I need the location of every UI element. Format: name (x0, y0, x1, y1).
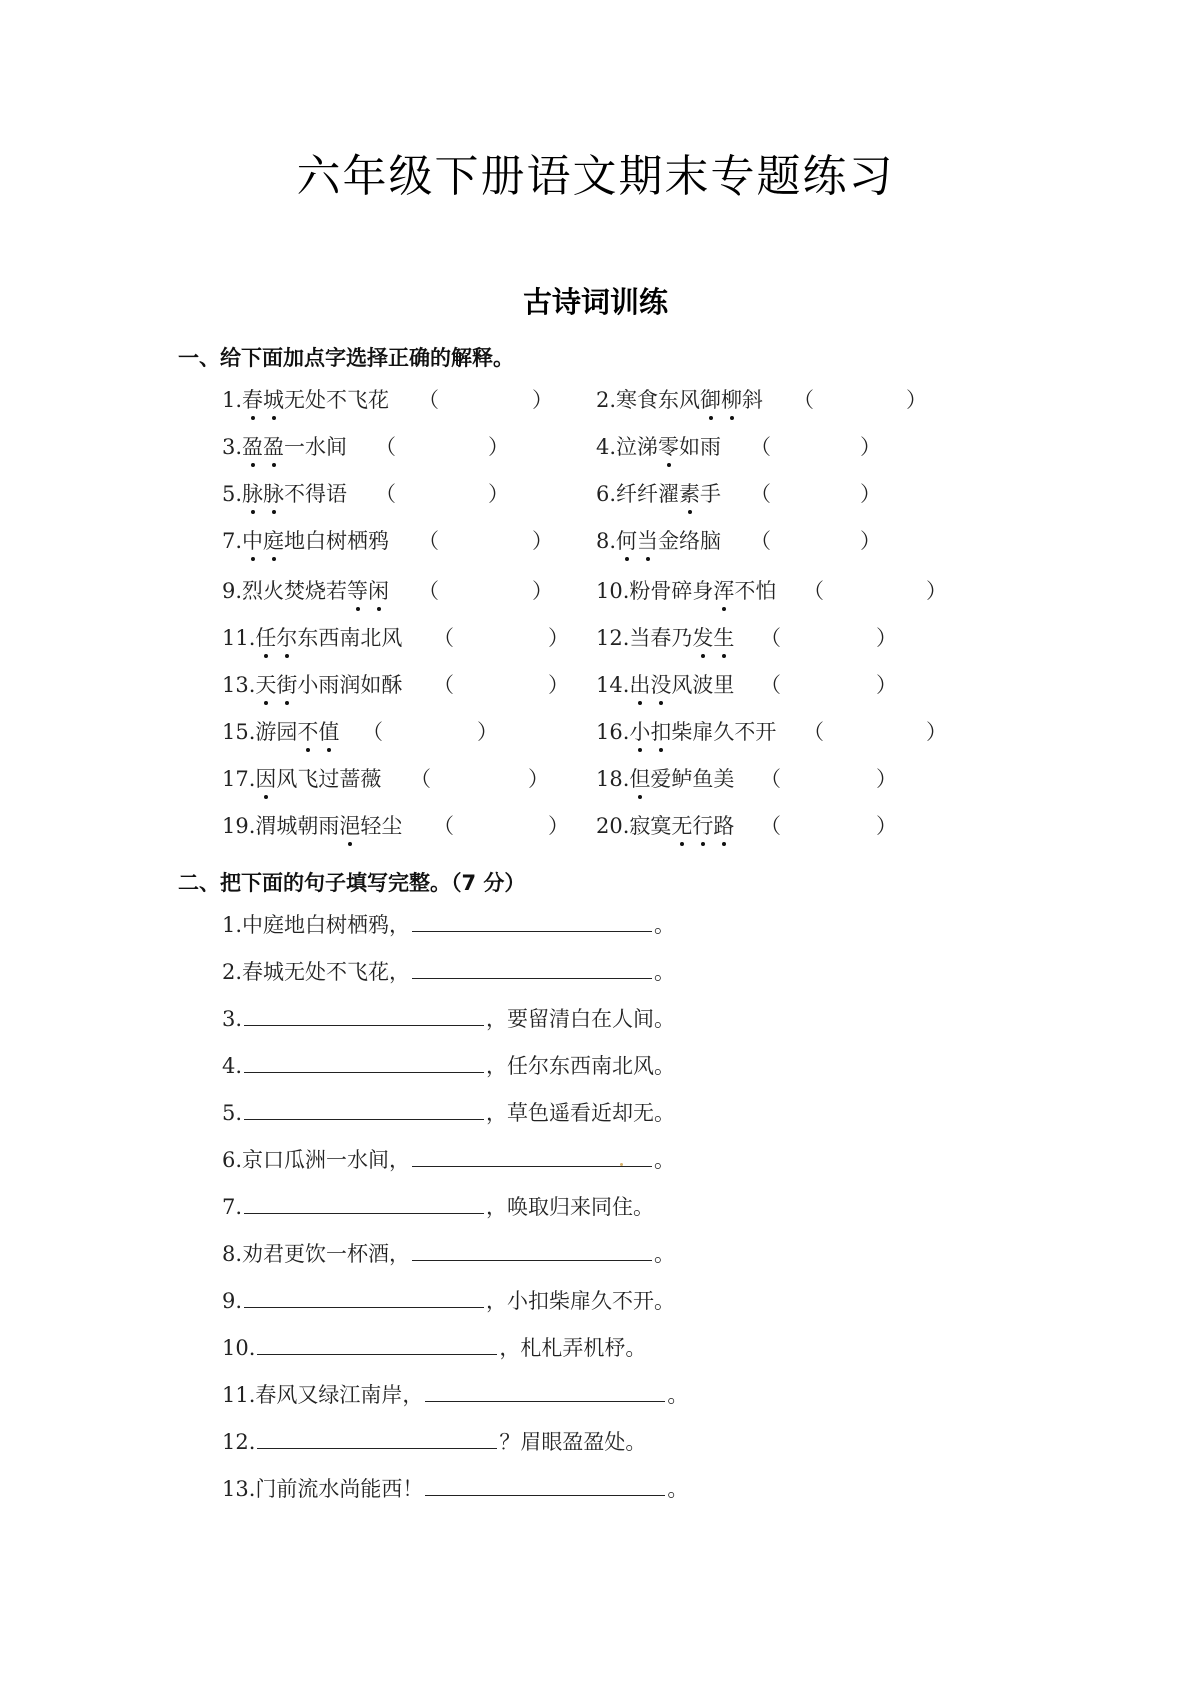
question-item (596, 765, 996, 793)
answer-blank-open-paren[interactable]: （ (760, 767, 781, 791)
character: 尘 (381, 814, 403, 838)
dotted-character: 街 (276, 673, 298, 697)
character: 鱼 (692, 767, 714, 791)
question-number: 2. (222, 960, 243, 984)
character: 酥 (381, 673, 403, 697)
question-item (596, 577, 996, 605)
character: 小 (297, 673, 319, 697)
fill-in-blank[interactable] (257, 1333, 497, 1355)
character: 雨 (318, 814, 340, 838)
character: 处 (305, 388, 327, 412)
given-line: 中庭地白树栖鸦， (242, 913, 411, 937)
answer-blank-close-paren: ） (876, 767, 897, 791)
given-line: 。 (667, 1383, 689, 1407)
character: 金 (658, 529, 680, 553)
character: 春 (650, 626, 672, 650)
character: 过 (318, 767, 340, 791)
dotted-character: 因 (255, 767, 277, 791)
poem-phrase (242, 433, 347, 461)
fill-in-blank[interactable] (412, 1145, 652, 1167)
given-line: 。 (654, 913, 676, 937)
answer-blank-open-paren[interactable]: （ (418, 529, 439, 553)
answer-blank-open-paren[interactable]: （ (418, 579, 439, 603)
answer-blank-open-paren[interactable]: （ (433, 814, 454, 838)
question-number: 9. (222, 579, 243, 603)
answer-blank-open-paren[interactable]: （ (362, 720, 383, 744)
question-number: 12. (222, 1430, 256, 1454)
poem-phrase (242, 527, 389, 555)
character: 怕 (755, 579, 777, 603)
character: 斜 (742, 388, 764, 412)
question-number: 2. (596, 388, 617, 412)
character: 润 (339, 673, 361, 697)
character: 濯 (658, 482, 680, 506)
character: 游 (255, 720, 277, 744)
question-item (222, 624, 622, 652)
poem-phrase (242, 577, 389, 605)
poem-phrase (629, 718, 776, 746)
character: 美 (713, 767, 735, 791)
section-2-heading: 二、把下面的句子填写完整。（7 分） (178, 871, 526, 895)
answer-blank-close-paren: ） (926, 720, 947, 744)
question-number: 18. (596, 767, 630, 791)
dotted-character: 任 (255, 626, 277, 650)
dotted-character: 无 (671, 814, 693, 838)
character: 骨 (650, 579, 672, 603)
fill-in-item (222, 957, 675, 986)
character: 水 (305, 435, 327, 459)
question-item (222, 527, 622, 555)
question-number: 12. (596, 626, 630, 650)
character: 渭 (255, 814, 277, 838)
answer-blank-open-paren[interactable]: （ (760, 673, 781, 697)
answer-blank-close-paren: ） (860, 435, 881, 459)
fill-in-blank[interactable] (425, 1380, 665, 1402)
given-line: 春风又绿江南岸， (255, 1383, 424, 1407)
poem-phrase (255, 765, 381, 793)
dotted-character: 中 (242, 529, 264, 553)
dotted-character: 没 (650, 673, 672, 697)
character: 不 (734, 579, 756, 603)
question-item (596, 624, 996, 652)
given-line: ，要留清白在人间。 (486, 1007, 676, 1031)
question-number: 6. (222, 1148, 243, 1172)
character: 柴 (671, 720, 693, 744)
question-number: 17. (222, 767, 256, 791)
given-line: 。 (654, 1148, 676, 1172)
character: 烈 (242, 579, 264, 603)
question-number: 13. (222, 1477, 256, 1501)
fill-in-blank[interactable] (244, 1098, 484, 1120)
poem-phrase (616, 480, 721, 508)
question-item (222, 671, 622, 699)
character: 鸦 (368, 529, 390, 553)
given-line: 春城无处不飞花， (242, 960, 411, 984)
character: 波 (692, 673, 714, 697)
character: 雨 (318, 673, 340, 697)
character: 碎 (671, 579, 693, 603)
answer-blank-close-paren: ） (532, 579, 553, 603)
question-number: 6. (596, 482, 617, 506)
answer-blank-open-paren[interactable]: （ (375, 482, 396, 506)
character: 如 (679, 435, 701, 459)
character: 地 (284, 529, 306, 553)
dotted-character: 庭 (263, 529, 285, 553)
dotted-character: 浥 (339, 814, 361, 838)
character: 烧 (305, 579, 327, 603)
answer-blank-close-paren: ） (477, 720, 498, 744)
dotted-character: 素 (679, 482, 701, 506)
answer-blank-close-paren: ） (926, 579, 947, 603)
character: 纤 (637, 482, 659, 506)
dotted-character: 生 (713, 626, 735, 650)
fill-in-blank[interactable] (412, 910, 652, 932)
question-item (222, 480, 622, 508)
answer-blank-open-paren[interactable]: （ (375, 435, 396, 459)
character: 泣 (616, 435, 638, 459)
character: 得 (305, 482, 327, 506)
given-line: ，草色遥看近却无。 (486, 1101, 676, 1125)
character: 薇 (360, 767, 382, 791)
character: 久 (713, 720, 735, 744)
character: 鲈 (671, 767, 693, 791)
given-line: ，小扣柴扉久不开。 (486, 1289, 676, 1313)
dotted-character: 盈 (263, 435, 285, 459)
answer-blank-open-paren[interactable]: （ (793, 388, 814, 412)
character: 东 (658, 388, 680, 412)
dotted-character: 小 (629, 720, 651, 744)
dotted-character: 何 (616, 529, 638, 553)
question-number: 1. (222, 388, 243, 412)
dotted-character: 但 (629, 767, 651, 791)
character: 飞 (347, 388, 369, 412)
fill-in-item (222, 1474, 688, 1503)
answer-blank-close-paren: ） (488, 435, 509, 459)
section-subtitle: 古诗词训练 (522, 285, 668, 319)
character: 开 (755, 720, 777, 744)
question-item (596, 386, 996, 414)
fill-in-item (222, 1051, 675, 1080)
character: 朝 (297, 814, 319, 838)
poem-phrase (616, 527, 721, 555)
question-number: 20. (596, 814, 630, 838)
question-item (596, 671, 996, 699)
given-line: ，札札弄机杼。 (499, 1336, 647, 1360)
fill-in-item (222, 1286, 675, 1315)
dotted-character: 春 (242, 388, 264, 412)
dotted-character: 出 (629, 673, 651, 697)
question-number: 16. (596, 720, 630, 744)
question-number: 5. (222, 482, 243, 506)
poem-phrase (629, 577, 776, 605)
fill-in-blank[interactable] (244, 1051, 484, 1073)
fill-in-blank[interactable] (244, 1192, 484, 1214)
character: 城 (276, 814, 298, 838)
character: 涕 (637, 435, 659, 459)
question-number: 7. (222, 529, 243, 553)
dotted-character: 不 (297, 720, 319, 744)
answer-blank-close-paren: ） (532, 529, 553, 553)
answer-blank-close-paren: ） (860, 529, 881, 553)
question-number: 9. (222, 1289, 243, 1313)
answer-blank-close-paren: ） (876, 673, 897, 697)
answer-blank-close-paren: ） (548, 626, 569, 650)
question-number: 4. (596, 435, 617, 459)
given-line: 。 (667, 1477, 689, 1501)
question-item (222, 718, 622, 746)
character: 爱 (650, 767, 672, 791)
question-number: 8. (222, 1242, 243, 1266)
question-number: 14. (596, 673, 630, 697)
fill-in-item (222, 1098, 675, 1127)
dotted-character: 发 (692, 626, 714, 650)
dotted-character: 尔 (276, 626, 298, 650)
answer-blank-open-paren[interactable]: （ (760, 626, 781, 650)
question-number: 5. (222, 1101, 243, 1125)
given-line: 劝君更饮一杯酒， (242, 1242, 411, 1266)
poem-phrase (616, 433, 721, 461)
dotted-character: 等 (347, 579, 369, 603)
poem-phrase (629, 812, 734, 840)
answer-blank-close-paren: ） (906, 388, 927, 412)
answer-blank-close-paren: ） (876, 814, 897, 838)
character: 火 (263, 579, 285, 603)
page-title: 六年级下册语文期末专题练习 (296, 151, 895, 202)
question-number: 8. (596, 529, 617, 553)
character: 花 (368, 388, 390, 412)
answer-blank-open-paren[interactable]: （ (750, 482, 771, 506)
question-number: 11. (222, 1383, 256, 1407)
question-item (596, 718, 996, 746)
dotted-character: 天 (255, 673, 277, 697)
character: 东 (297, 626, 319, 650)
fill-in-blank[interactable] (425, 1474, 665, 1496)
character: 轻 (360, 814, 382, 838)
question-item (222, 433, 622, 461)
question-number: 15. (222, 720, 256, 744)
question-item (596, 527, 996, 555)
given-line: 。 (654, 1242, 676, 1266)
character: 雨 (700, 435, 722, 459)
question-number: 3. (222, 435, 243, 459)
question-item (596, 812, 996, 840)
character: 若 (326, 579, 348, 603)
question-item (596, 480, 996, 508)
question-number: 1. (222, 913, 243, 937)
answer-blank-close-paren: ） (488, 482, 509, 506)
question-number: 10. (596, 579, 630, 603)
fill-in-blank[interactable] (244, 1004, 484, 1026)
character: 如 (360, 673, 382, 697)
character: 不 (284, 482, 306, 506)
answer-blank-open-paren[interactable]: （ (750, 529, 771, 553)
poem-phrase (255, 671, 402, 699)
fill-in-blank[interactable] (412, 1239, 652, 1261)
dotted-character: 闲 (368, 579, 390, 603)
character: 无 (284, 388, 306, 412)
character: 里 (713, 673, 735, 697)
character: 扉 (692, 720, 714, 744)
answer-blank-close-paren: ） (532, 388, 553, 412)
character: 焚 (284, 579, 306, 603)
dotted-character: 值 (318, 720, 340, 744)
dotted-character: 零 (658, 435, 680, 459)
dotted-character: 盈 (242, 435, 264, 459)
dotted-character: 行 (692, 814, 714, 838)
question-item (222, 577, 622, 605)
dotted-character: 脉 (263, 482, 285, 506)
fill-in-item (222, 1333, 646, 1362)
character: 纤 (616, 482, 638, 506)
poem-phrase (255, 718, 339, 746)
character: 蔷 (339, 767, 361, 791)
poem-phrase (629, 765, 734, 793)
given-line: ，任尔东西南北风。 (486, 1054, 676, 1078)
character: 粉 (629, 579, 651, 603)
question-number: 3. (222, 1007, 243, 1031)
question-item (596, 433, 996, 461)
fill-in-blank[interactable] (244, 1286, 484, 1308)
question-number: 13. (222, 673, 256, 697)
answer-blank-open-paren[interactable]: （ (418, 388, 439, 412)
dotted-character: 城 (263, 388, 285, 412)
fill-in-item (222, 1380, 688, 1409)
fill-in-item (222, 1239, 675, 1268)
character: 手 (700, 482, 722, 506)
fill-in-item (222, 1145, 675, 1174)
given-line: 京口瓜洲一水间， (242, 1148, 411, 1172)
dotted-character: 脉 (242, 482, 264, 506)
poem-phrase (255, 812, 402, 840)
character: 不 (326, 388, 348, 412)
character: 寞 (650, 814, 672, 838)
character: 园 (276, 720, 298, 744)
question-number: 4. (222, 1054, 243, 1078)
poem-phrase (629, 624, 734, 652)
character: 白 (305, 529, 327, 553)
question-number: 7. (222, 1195, 243, 1219)
dotted-character: 路 (713, 814, 735, 838)
character: 当 (629, 626, 651, 650)
answer-blank-close-paren: ） (528, 767, 549, 791)
character: 不 (734, 720, 756, 744)
character: 身 (692, 579, 714, 603)
character: 风 (276, 767, 298, 791)
character: 一 (284, 435, 306, 459)
question-item (222, 812, 622, 840)
section-1-heading: 一、给下面加点字选择正确的解释。 (178, 346, 514, 370)
question-item (222, 765, 622, 793)
character: 树 (326, 529, 348, 553)
character: 西 (318, 626, 340, 650)
character: 络 (679, 529, 701, 553)
answer-blank-open-paren[interactable]: （ (433, 626, 454, 650)
poem-phrase (255, 624, 402, 652)
fill-in-item (222, 910, 675, 939)
fill-in-item (222, 1004, 675, 1033)
dotted-character: 柳 (721, 388, 743, 412)
character: 南 (339, 626, 361, 650)
answer-blank-open-paren[interactable]: （ (803, 579, 824, 603)
dotted-character: 当 (637, 529, 659, 553)
dotted-character: 浑 (713, 579, 735, 603)
dotted-character: 御 (700, 388, 722, 412)
question-number: 19. (222, 814, 256, 838)
given-line: 门前流水尚能西！ (255, 1477, 424, 1501)
answer-blank-open-paren[interactable]: （ (760, 814, 781, 838)
character: 食 (637, 388, 659, 412)
answer-blank-close-paren: ） (548, 814, 569, 838)
answer-blank-open-paren[interactable]: （ (410, 767, 431, 791)
character: 脑 (700, 529, 722, 553)
character: 栖 (347, 529, 369, 553)
fill-in-blank[interactable] (257, 1427, 497, 1449)
poem-phrase (629, 671, 734, 699)
character: 北 (360, 626, 382, 650)
poem-phrase (242, 480, 347, 508)
question-number: 10. (222, 1336, 256, 1360)
poem-phrase (616, 386, 763, 414)
poem-phrase (242, 386, 389, 414)
answer-blank-open-paren[interactable]: （ (750, 435, 771, 459)
question-number: 11. (222, 626, 256, 650)
given-line: ，唤取归来同住。 (486, 1195, 655, 1219)
character: 飞 (297, 767, 319, 791)
answer-blank-close-paren: ） (876, 626, 897, 650)
character: 风 (671, 673, 693, 697)
question-item (222, 386, 622, 414)
answer-blank-close-paren: ） (548, 673, 569, 697)
fill-in-item (222, 1192, 654, 1221)
given-line: ？眉眼盈盈处。 (499, 1430, 647, 1454)
character: 风 (381, 626, 403, 650)
answer-blank-close-paren: ） (860, 482, 881, 506)
stray-mark (620, 1163, 623, 1166)
character: 语 (326, 482, 348, 506)
character: 风 (679, 388, 701, 412)
character: 乃 (671, 626, 693, 650)
character: 间 (326, 435, 348, 459)
dotted-character: 扣 (650, 720, 672, 744)
given-line: 。 (654, 960, 676, 984)
answer-blank-open-paren[interactable]: （ (433, 673, 454, 697)
answer-blank-open-paren[interactable]: （ (803, 720, 824, 744)
fill-in-blank[interactable] (412, 957, 652, 979)
character: 寒 (616, 388, 638, 412)
fill-in-item (222, 1427, 646, 1456)
character: 寂 (629, 814, 651, 838)
